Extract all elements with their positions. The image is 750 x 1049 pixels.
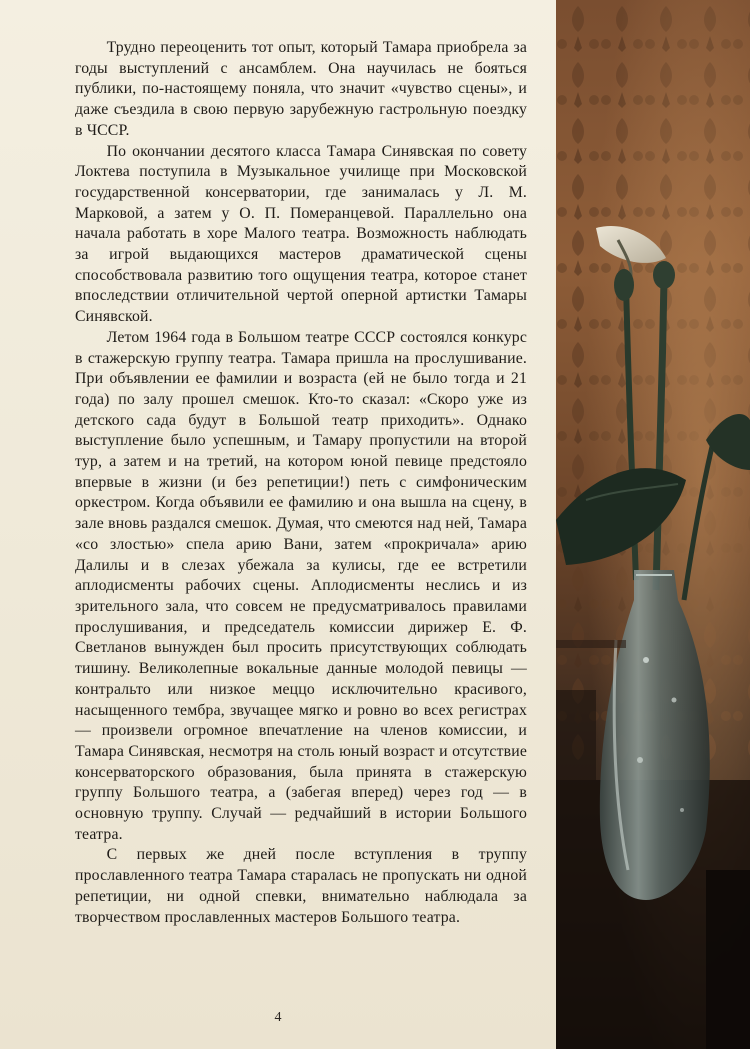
- paragraph-3: Летом 1964 года в Большом театре СССР состоялся конкурс в стажерскую группу театра. Тамара пришла на прослушивание. При объявлении ее фамилии и возраста (ей не было тогда и 21 года) по залу прошел смешок. Кто-то сказал: «Скоро уже из детского сада будут в Большой театр приходить». Однако выступление было успешным, и Тамару пропустили на второй тур, а затем и на третий, на котором юной певице предстояло впервые в жизни (и без репетиции!) петь с симфоническим оркестром. Когда объявили ее фамилию и она вышла на сцену, в зале вновь раздался смешок. Думая, что смеются над ней, Тамара «со злостью» спела арию Вани, затем «прокричала» арию Далилы и в слезах убежала за кулисы, где ее встретили аплодисменты рабочих сцены. Аплодисменты неслись и из зрительного зала, что совсем не предусматривалось правилами прослушивания, и председатель комиссии дирижер Е. Ф. Светланов вынужден был просить присутствующих соблюдать тишину. Великолепные вокальные данные молодой певицы — контральто или низкое меццо исключительно красивого, насыщенного тембра, звучащее мягко и ровно во всех регистрах — произвели огромное впечатление на членов комиссии, и Тамара Синявская, несмотря на столь юный возраст и отсутствие консерваторского образования, была принята в стажерскую группу Большого театра, а (забегая вперед) через год — в основную труппу. Случай — редчайший в истории Большого театра.: [75, 328, 527, 843]
- paragraph-2: По окончании десятого класса Тамара Синявская по совету Локтева поступила в Музыкальное училище при Московской государственной консерватории, где занималась у Л. М. Марковой, а затем у О. П. Померанцевой. Параллельно она начала работать в хоре Малого театра. Возможность наблюдать за игрой выдающихся мастеров драматической сцены способствовала развитию того ощущения театра, которое станет впоследствии отличительной чертой оперной артистки Тамары Синявской.: [75, 142, 527, 326]
- paragraph-4: С первых же дней после вступления в труппу прославленного театра Тамара старалась не пропускать ни одной репетиции, ни одной спевки, внимательно наблюдала за творчеством прославленных мастеров Большого театра.: [75, 846, 527, 926]
- flower-vase-photo: [556, 0, 750, 1049]
- paragraph-1: Трудно переоценить тот опыт, который Тамара приобрела за годы выступлений с ансамблем. Она научилась не бояться публики, по-настоящему поняла, что значит «чувство сцены», и даже съездила в свою первую зарубежную гастрольную поездку в ЧССР.: [75, 39, 527, 139]
- page-number: 4: [274, 1010, 282, 1025]
- photo-illustration: [556, 0, 750, 1049]
- body-text: [75, 38, 527, 928]
